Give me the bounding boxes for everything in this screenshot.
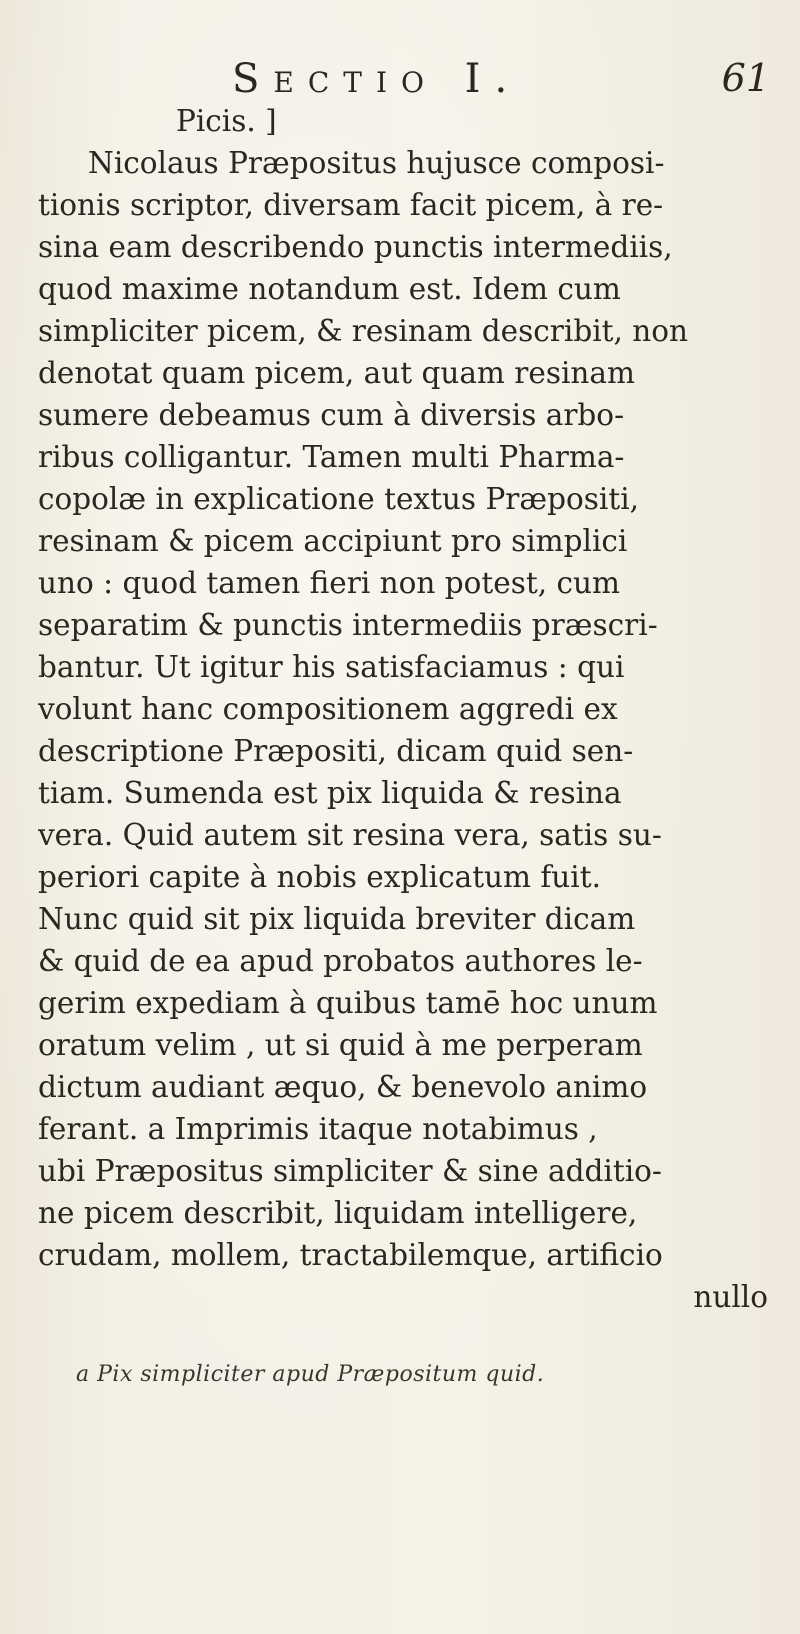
text-line: Nicolaus Præpositus hujusce composi- <box>88 146 665 180</box>
text-line: resinam & picem accipiunt pro simplici <box>38 524 628 558</box>
section-title: Sectio I. <box>232 56 522 102</box>
text-line: ribus colligantur. Tamen multi Pharma- <box>38 440 625 474</box>
text-line: simpliciter picem, & resinam describit, non <box>38 314 689 348</box>
text-line: tionis scriptor, diversam facit picem, à re- <box>38 188 664 222</box>
text-line: copolæ in explicatione textus Præpositi, <box>38 482 640 516</box>
text-line: bantur. Ut igitur his satisfaciamus : qui <box>38 650 625 684</box>
text-line: gerim expediam à quibus tamē hoc unum <box>38 986 658 1020</box>
text-line: descriptione Præpositi, dicam quid sen- <box>38 734 634 768</box>
text-line: quod maxime notandum est. Idem cum <box>38 272 621 306</box>
running-head <box>0 56 800 104</box>
text-line: ubi Præpositus simpliciter & sine additio- <box>38 1154 662 1188</box>
text-line: uno : quod tamen fieri non potest, cum <box>38 566 620 600</box>
text-line: & quid de ea apud probatos authores le- <box>38 944 643 978</box>
text-line: tiam. Sumenda est pix liquida & resina <box>38 776 622 810</box>
body-text <box>38 100 768 1318</box>
text-line: periori capite à nobis explicatum fuit. <box>38 860 601 894</box>
text-line: Picis. ] <box>176 104 277 138</box>
text-line: vera. Quid autem sit resina vera, satis su- <box>38 818 662 852</box>
text-line: volunt hanc compositionem aggredi ex <box>38 692 618 726</box>
text-line: denotat quam picem, aut quam resinam <box>38 356 635 390</box>
text-line: ferant. a Imprimis itaque notabimus , <box>38 1112 598 1146</box>
text-line: ne picem describit, liquidam intelligere, <box>38 1196 638 1230</box>
text-line: sina eam describendo punctis intermediis, <box>38 230 673 264</box>
text-line: separatim & punctis intermediis præscri- <box>38 608 658 642</box>
text-line: Nunc quid sit pix liquida breviter dicam <box>38 902 636 936</box>
text-line: dictum audiant æquo, & benevolo animo <box>38 1070 648 1104</box>
text-line: oratum velim , ut si quid à me perperam <box>38 1028 643 1062</box>
text-line: sumere debeamus cum à diversis arbo- <box>38 398 625 432</box>
catchword: nullo <box>693 1280 768 1314</box>
text-line: crudam, mollem, tractabilemque, artificio <box>38 1238 663 1272</box>
marginal-footnote: a Pix simpliciter apud Præpositum quid. <box>76 1362 545 1387</box>
page-number: 61 <box>721 56 770 100</box>
